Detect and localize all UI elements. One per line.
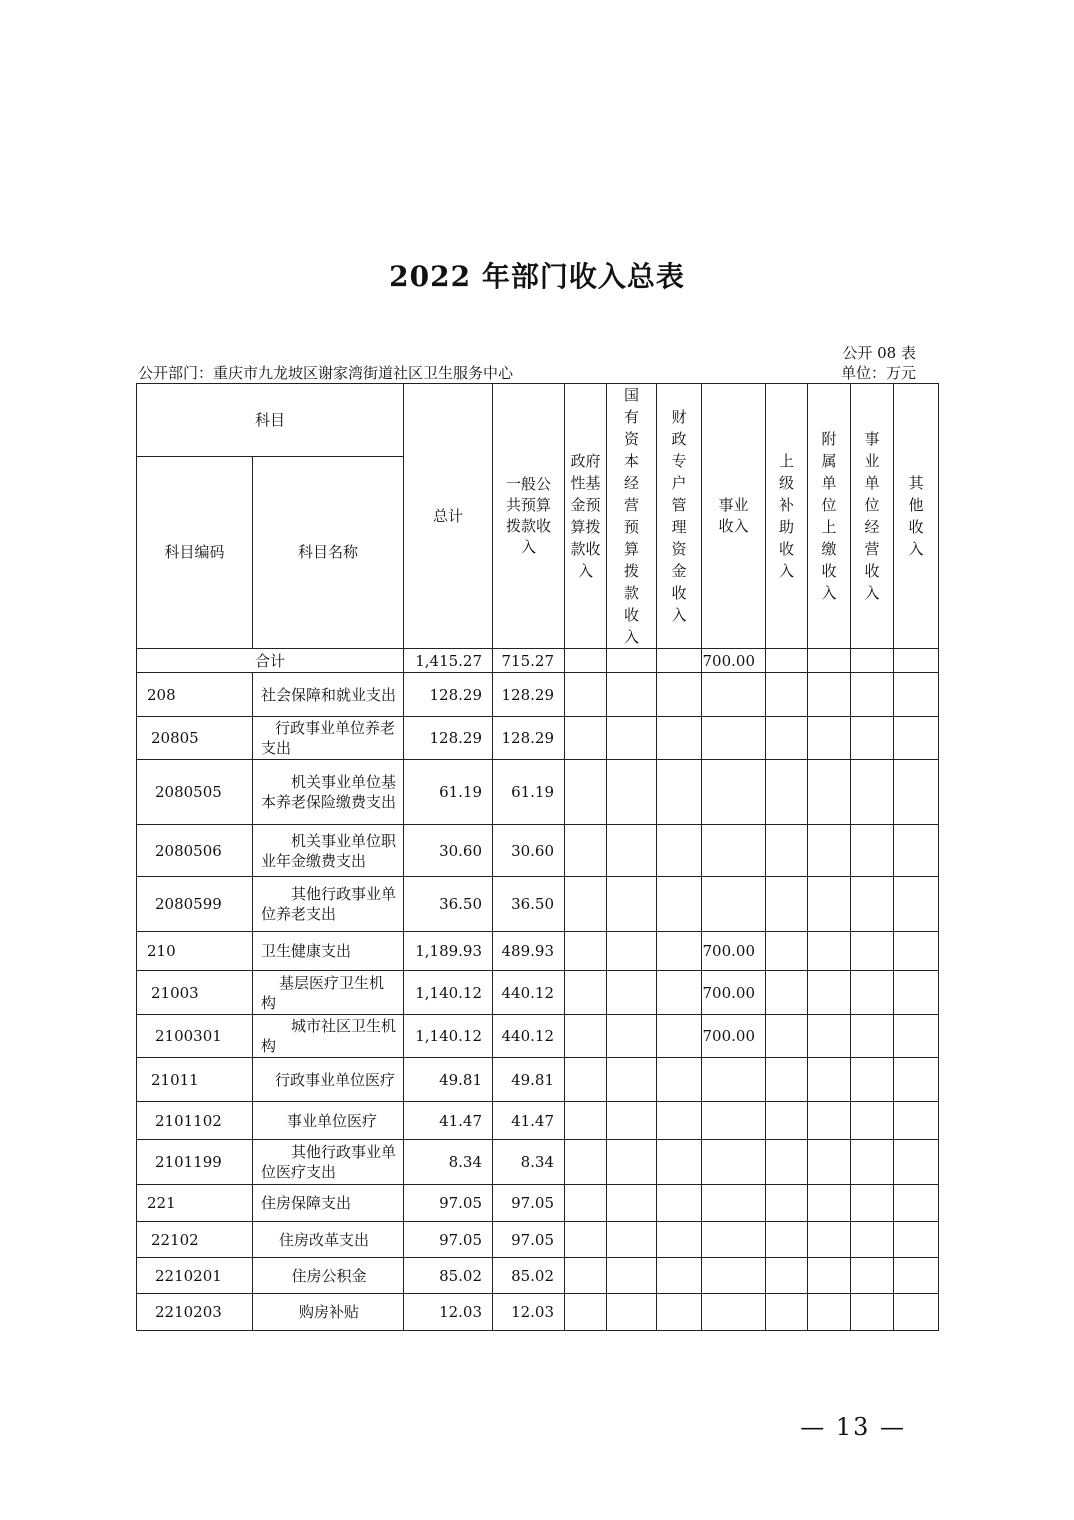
row-business bbox=[702, 1140, 766, 1185]
department-label: 公开部门：重庆市九龙坡区谢家湾街道社区卫生服务中心 bbox=[138, 364, 514, 382]
table-row bbox=[137, 1058, 939, 1102]
row-business: 700.00 bbox=[702, 1015, 766, 1058]
row-general: 128.29 bbox=[493, 717, 565, 760]
row-business bbox=[702, 825, 766, 877]
form-number: 公开 08 表 bbox=[842, 344, 916, 362]
header-gov-fund: 政府性基金预算拨款收入 bbox=[565, 384, 607, 649]
table-row bbox=[137, 1294, 939, 1331]
row-business bbox=[702, 1185, 766, 1222]
table-row bbox=[137, 1258, 939, 1294]
row-total: 61.19 bbox=[404, 760, 493, 825]
row-name: 城市社区卫生机构 bbox=[253, 1015, 404, 1058]
row-general: 41.47 bbox=[493, 1102, 565, 1140]
row-business bbox=[702, 877, 766, 932]
table-row bbox=[137, 1015, 939, 1058]
header-special-account: 财政专户管理资金收入 bbox=[657, 384, 702, 649]
row-business: 700.00 bbox=[702, 932, 766, 971]
unit-label: 单位：万元 bbox=[840, 364, 916, 382]
row-general: 97.05 bbox=[493, 1222, 565, 1258]
table-row bbox=[137, 825, 939, 877]
row-name: 事业单位医疗 bbox=[253, 1102, 404, 1140]
total-business: 700.00 bbox=[702, 649, 766, 673]
table-row bbox=[137, 877, 939, 932]
row-name: 住房公积金 bbox=[253, 1258, 404, 1294]
row-total: 8.34 bbox=[404, 1140, 493, 1185]
row-general: 30.60 bbox=[493, 825, 565, 877]
table-row bbox=[137, 1185, 939, 1222]
row-code: 2210203 bbox=[137, 1294, 253, 1331]
income-summary-table bbox=[136, 383, 939, 1331]
row-name: 机关事业单位职业年金缴费支出 bbox=[253, 825, 404, 877]
row-total: 30.60 bbox=[404, 825, 493, 877]
total-label: 合计 bbox=[137, 649, 404, 673]
header-total: 总计 bbox=[404, 384, 493, 649]
row-business bbox=[702, 673, 766, 717]
header-operating-income: 事业单位经营收入 bbox=[851, 384, 894, 649]
row-total: 128.29 bbox=[404, 673, 493, 717]
table-row bbox=[137, 932, 939, 971]
row-general: 12.03 bbox=[493, 1294, 565, 1331]
header-state-capital: 国有资本经营预算拨款收入 bbox=[607, 384, 657, 649]
row-code: 210 bbox=[137, 932, 253, 971]
row-code: 221 bbox=[137, 1185, 253, 1222]
row-code: 2080599 bbox=[137, 877, 253, 932]
row-code: 2080506 bbox=[137, 825, 253, 877]
row-name: 购房补贴 bbox=[253, 1294, 404, 1331]
header-other-income: 其他收入 bbox=[894, 384, 939, 649]
row-general: 440.12 bbox=[493, 1015, 565, 1058]
row-total: 85.02 bbox=[404, 1258, 493, 1294]
row-total: 49.81 bbox=[404, 1058, 493, 1102]
row-general: 97.05 bbox=[493, 1185, 565, 1222]
row-code: 208 bbox=[137, 673, 253, 717]
page-number: — 13 — bbox=[800, 1413, 906, 1441]
row-total: 128.29 bbox=[404, 717, 493, 760]
row-code: 2101199 bbox=[137, 1140, 253, 1185]
header-name: 科目名称 bbox=[253, 457, 404, 649]
row-name: 住房改革支出 bbox=[253, 1222, 404, 1258]
row-business bbox=[702, 760, 766, 825]
row-business bbox=[702, 1294, 766, 1331]
table-row bbox=[137, 1102, 939, 1140]
row-general: 489.93 bbox=[493, 932, 565, 971]
row-code: 2100301 bbox=[137, 1015, 253, 1058]
row-total: 97.05 bbox=[404, 1185, 493, 1222]
row-business: 700.00 bbox=[702, 971, 766, 1015]
row-business bbox=[702, 1222, 766, 1258]
table-row bbox=[137, 673, 939, 717]
total-row bbox=[137, 649, 939, 673]
row-code: 22102 bbox=[137, 1222, 253, 1258]
row-total: 1,140.12 bbox=[404, 1015, 493, 1058]
header-subject: 科目 bbox=[137, 384, 404, 457]
row-code: 20805 bbox=[137, 717, 253, 760]
row-code: 21003 bbox=[137, 971, 253, 1015]
row-code: 2210201 bbox=[137, 1258, 253, 1294]
row-code: 21011 bbox=[137, 1058, 253, 1102]
table-row bbox=[137, 1222, 939, 1258]
row-total: 12.03 bbox=[404, 1294, 493, 1331]
row-name: 其他行政事业单位养老支出 bbox=[253, 877, 404, 932]
row-total: 1,189.93 bbox=[404, 932, 493, 971]
row-general: 8.34 bbox=[493, 1140, 565, 1185]
table-row bbox=[137, 717, 939, 760]
row-name: 行政事业单位医疗 bbox=[253, 1058, 404, 1102]
row-name: 行政事业单位养老支出 bbox=[253, 717, 404, 760]
row-name: 基层医疗卫生机构 bbox=[253, 971, 404, 1015]
row-total: 41.47 bbox=[404, 1102, 493, 1140]
row-business bbox=[702, 717, 766, 760]
row-general: 49.81 bbox=[493, 1058, 565, 1102]
row-total: 97.05 bbox=[404, 1222, 493, 1258]
row-name: 卫生健康支出 bbox=[253, 932, 404, 971]
row-general: 128.29 bbox=[493, 673, 565, 717]
header-affiliated-income: 附属单位上缴收入 bbox=[808, 384, 851, 649]
table-row bbox=[137, 1140, 939, 1185]
header-business-income: 事业收入 bbox=[702, 384, 766, 649]
row-business bbox=[702, 1258, 766, 1294]
page-title: 2022 年部门收入总表 bbox=[389, 260, 685, 293]
row-name: 机关事业单位基本养老保险缴费支出 bbox=[253, 760, 404, 825]
row-code: 2080505 bbox=[137, 760, 253, 825]
header-superior-subsidy: 上级补助收入 bbox=[766, 384, 808, 649]
row-general: 61.19 bbox=[493, 760, 565, 825]
row-name: 社会保障和就业支出 bbox=[253, 673, 404, 717]
header-code: 科目编码 bbox=[137, 457, 253, 649]
row-total: 36.50 bbox=[404, 877, 493, 932]
row-name: 其他行政事业单位医疗支出 bbox=[253, 1140, 404, 1185]
table-row bbox=[137, 971, 939, 1015]
row-business bbox=[702, 1058, 766, 1102]
row-name: 住房保障支出 bbox=[253, 1185, 404, 1222]
total-total: 1,415.27 bbox=[404, 649, 493, 673]
total-general: 715.27 bbox=[493, 649, 565, 673]
row-code: 2101102 bbox=[137, 1102, 253, 1140]
header-general-budget: 一般公共预算拨款收入 bbox=[493, 384, 565, 649]
row-general: 36.50 bbox=[493, 877, 565, 932]
row-general: 85.02 bbox=[493, 1258, 565, 1294]
row-business bbox=[702, 1102, 766, 1140]
row-total: 1,140.12 bbox=[404, 971, 493, 1015]
table-row bbox=[137, 760, 939, 825]
row-general: 440.12 bbox=[493, 971, 565, 1015]
